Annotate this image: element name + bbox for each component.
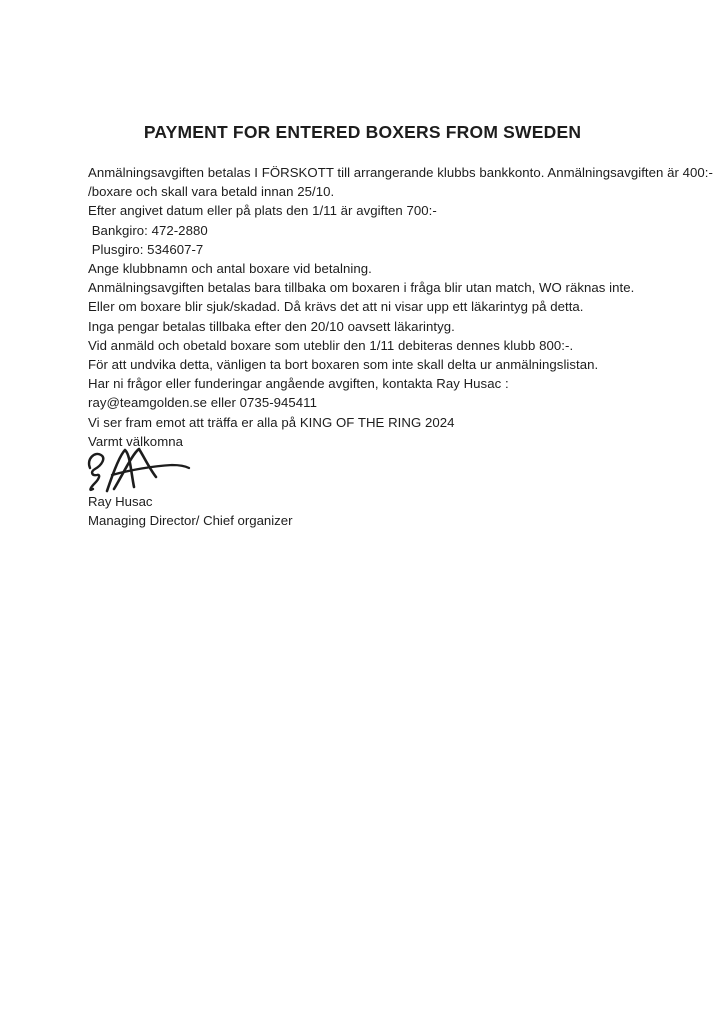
body-line: Bankgiro: 472-2880 — [88, 222, 208, 238]
body-line: För att undvika detta, vänligen ta bort boxaren som inte skall delta ur anmälningslistan. — [88, 357, 599, 373]
body-line: Vi ser fram emot att träffa er alla på KING OF THE RING 2024 — [88, 414, 455, 430]
body-line: Efter angivet datum eller på plats den 1/11 är avgiften 700:- — [88, 203, 437, 219]
body-line: Plusgiro: 534607-7 — [88, 241, 204, 257]
signatory-role: Managing Director/ Chief organizer — [88, 513, 293, 529]
body-line: Har ni frågor eller funderingar angående avgiften, kontakta Ray Husac : — [88, 376, 509, 392]
body-line: Ange klubbnamn och antal boxare vid betalning. — [88, 261, 372, 277]
body-line: /boxare och skall vara betald innan 25/10. — [88, 184, 335, 200]
handwritten-signature-icon — [85, 444, 195, 494]
document-title: PAYMENT FOR ENTERED BOXERS FROM SWEDEN — [143, 122, 582, 142]
body-line: ray@teamgolden.se eller 0735-945411 — [88, 395, 317, 411]
body-line: Anmälningsavgiften betalas bara tillbaka om boxaren i fråga blir utan match, WO räknas inte. — [88, 280, 635, 296]
body-line: Eller om boxare blir sjuk/skadad. Då krävs det att ni visar upp ett läkarintyg på detta. — [88, 299, 584, 315]
body-line: Varmt välkomna — [88, 433, 183, 449]
body-line: Inga pengar betalas tillbaka efter den 20/10 oavsett läkarintyg. — [88, 318, 455, 334]
body-line: Vid anmäld och obetald boxare som uteblir den 1/11 debiteras dennes klubb 800:-. — [88, 337, 574, 353]
signatory-name: Ray Husac — [88, 494, 153, 509]
body-text — [88, 163, 718, 451]
body-line: Anmälningsavgiften betalas I FÖRSKOTT till arrangerande klubbs bankkonto. Anmälningsavgiften är 400:- — [88, 165, 713, 180]
signature-block — [88, 492, 293, 530]
